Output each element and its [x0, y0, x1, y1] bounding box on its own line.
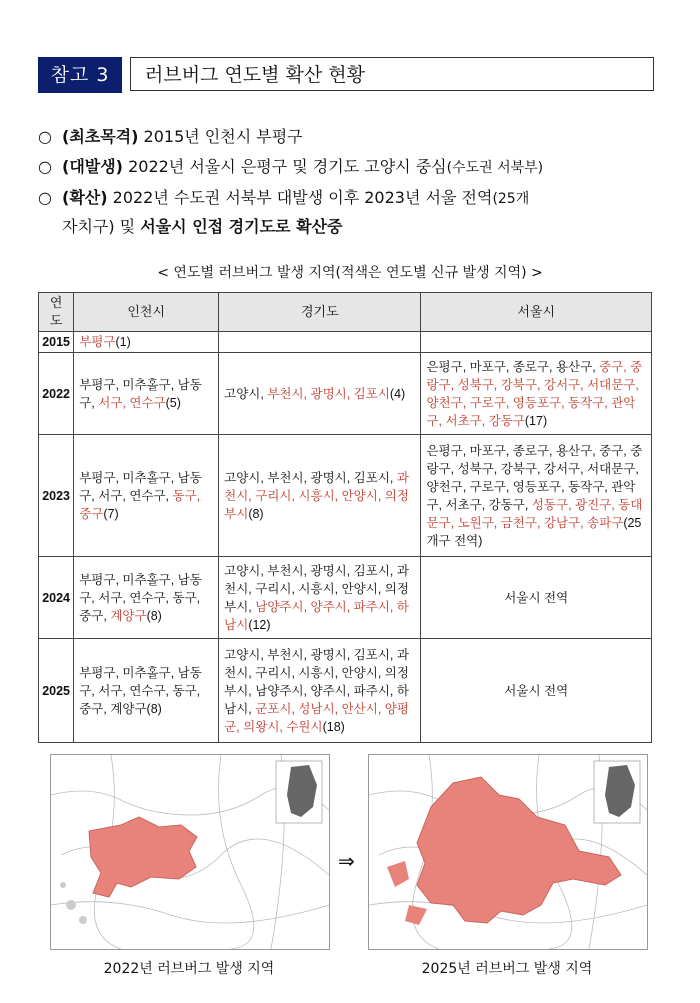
new-region-text: 성동구, 광진구, 동대문구, 노원구, 금천구, 강남구, 송파구: [426, 497, 643, 530]
seoul-cell: 은평구, 마포구, 종로구, 용산구, 중구, 중랑구, 성북구, 강북구, 강서구, 서대문구, 양천구, 구로구, 영등포구, 동작구, 관악구, 서초구, 강동구(17): [421, 353, 652, 435]
outbreak-region-2025: [417, 777, 621, 923]
incheon-cell: 부평구, 미추홀구, 남동구, 서구, 연수구, 동구, 중구, 계양구(8): [74, 639, 219, 743]
seoul-cell: 서울시 전역: [421, 639, 652, 743]
new-region-text: 과천시, 구리시, 시흥시, 안양시, 의정부시: [224, 470, 409, 521]
new-region-text: 동구, 중구: [79, 488, 201, 521]
new-region-text: 군포시, 성남시, 안산시, 양평군, 의왕시, 수원시: [224, 701, 409, 734]
gyeonggi-cell: 고양시, 부천시, 광명시, 김포시, 과천시, 구리시, 시흥시, 안양시, 의정부시, 남양주시, 양주시, 파주시, 하남시, 군포시, 성남시, 안산시, 양평군, 의왕시, 수원시(18): [219, 639, 421, 743]
table-row: [39, 639, 652, 743]
table-row: [39, 435, 652, 557]
maps-section: [50, 754, 650, 950]
outbreak-region-2022: [89, 817, 197, 897]
year-cell: 2022: [39, 353, 74, 435]
map-2022-illustration: [51, 755, 329, 949]
new-region-text: 서구, 연수구: [98, 395, 166, 410]
seoul-cell: 은평구, 마포구, 종로구, 용산구, 중구, 중랑구, 성북구, 강북구, 강서구, 서대문구, 양천구, 구로구, 영등포구, 동작구, 관악구, 서초구, 강동구, 성동구, 광진구, 동대문구, 노원구, 금천구, 강남구, 송파구(25개구 전역): [421, 435, 652, 557]
header-seoul: 서울시: [421, 293, 652, 332]
page-title: 러브버그 연도별 확산 현황: [130, 57, 654, 91]
bullet-text: 2022년 수도권 서북부 대발생 이후 2023년 서울 전역: [107, 188, 493, 207]
gyeonggi-cell: [219, 332, 421, 353]
gyeonggi-cell: 고양시, 부천시, 광명시, 김포시, 과천시, 구리시, 시흥시, 안양시, 의정부시(8): [219, 435, 421, 557]
header-incheon: 인천시: [74, 293, 219, 332]
incheon-cell: 부평구, 미추홀구, 남동구, 서구, 연수구(5): [74, 353, 219, 435]
table-header-row: [39, 293, 652, 332]
circle-bullet-icon: ○: [38, 157, 52, 176]
year-cell: 2025: [39, 639, 74, 743]
bullet-label: (최초목격): [62, 127, 139, 146]
table-caption: < 연도별 러브버그 발생 지역(적색은 연도별 신규 발생 지역) >: [157, 265, 543, 281]
gyeonggi-cell: 고양시, 부천시, 광명시, 김포시(4): [219, 353, 421, 435]
yearly-occurrence-table: [38, 292, 652, 743]
map-2025: [368, 754, 648, 950]
table-row: [39, 332, 652, 353]
bullet-text: 자치구) 및: [62, 217, 141, 236]
seoul-cell: [421, 332, 652, 353]
bullet-text: 2015년 인천시 부평구: [138, 127, 303, 146]
incheon-cell: 부평구(1): [74, 332, 219, 353]
bullet-emphasis: 서울시 인접 경기도로 확산중: [140, 217, 343, 236]
bullet-note: (25개: [492, 191, 530, 207]
section-title: [38, 57, 656, 93]
header-gyeonggi: 경기도: [219, 293, 421, 332]
bullet-spread-continued: [38, 214, 668, 240]
arrow-icon: ⇒: [338, 849, 355, 873]
new-region-text: 부천시, 광명시, 김포시: [267, 386, 390, 401]
year-cell: 2015: [39, 332, 74, 353]
table-row: [39, 557, 652, 639]
circle-bullet-icon: ○: [38, 127, 52, 146]
year-cell: 2024: [39, 557, 74, 639]
bullet-first-sighting: [38, 122, 668, 152]
bullet-spread: [38, 183, 668, 214]
new-region-text: 중구, 중랑구, 성북구, 강북구, 강서구, 서대문구, 양천구, 구로구, 영등포구, 동작구, 관악구, 서초구, 강동구: [426, 359, 643, 428]
header-year: 연도: [39, 293, 74, 332]
new-region-text: 남양주시, 양주시, 파주시, 하남시: [224, 599, 409, 632]
table-row: [39, 353, 652, 435]
new-region-text: 계양구: [110, 608, 147, 623]
map-2022: [50, 754, 330, 950]
seoul-cell: 서울시 전역: [421, 557, 652, 639]
gyeonggi-cell: 고양시, 부천시, 광명시, 김포시, 과천시, 구리시, 시흥시, 안양시, 의정부시, 남양주시, 양주시, 파주시, 하남시(12): [219, 557, 421, 639]
incheon-cell: 부평구, 미추홀구, 남동구, 서구, 연수구, 동구, 중구(7): [74, 435, 219, 557]
bullet-label: (확산): [62, 188, 108, 207]
map-2025-caption: 2025년 러브버그 발생 지역: [421, 961, 593, 977]
map-2022-caption: 2022년 러브버그 발생 지역: [103, 961, 275, 977]
summary-bullets: [38, 122, 668, 240]
new-region-text: 부평구: [79, 335, 116, 349]
bullet-outbreak: [38, 152, 668, 183]
bullet-label: (대발생): [62, 157, 123, 176]
reference-tag: 참고 3: [38, 57, 122, 93]
map-2025-illustration: [369, 755, 647, 949]
circle-bullet-icon: ○: [38, 188, 52, 207]
incheon-cell: 부평구, 미추홀구, 남동구, 서구, 연수구, 동구, 중구, 계양구(8): [74, 557, 219, 639]
bullet-text: 2022년 서울시 은평구 및 경기도 고양시 중심: [123, 157, 447, 176]
bullet-note: (수도권 서북부): [446, 160, 544, 176]
year-cell: 2023: [39, 435, 74, 557]
